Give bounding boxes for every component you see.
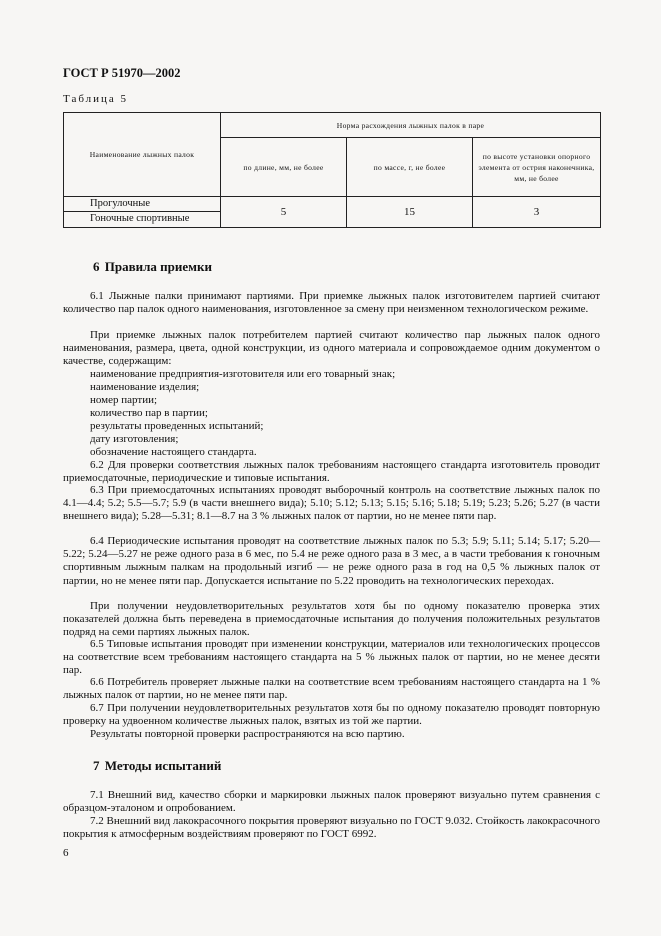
paragraph-6-7-b: Результаты повторной проверки распространяются на всю партию.: [90, 728, 405, 740]
section-6-number: 6: [93, 259, 100, 274]
paragraph-6-4-b: При получении неудовлетворительных результатов хотя бы по одному показателю проверка этих показателей должна быть переведена в приемосдаточные испытания до получения положительных результатов подряд на семи партиях лыжных палок.: [63, 600, 600, 639]
header-group: Норма расхождения лыжных палок в паре: [221, 113, 601, 138]
list-item: наименование изделия;: [90, 381, 200, 393]
table-header-row: [64, 113, 601, 138]
paragraph-7-1: 7.1 Внешний вид, качество сборки и маркировки лыжных палок проверяют визуально путем сравнения с образцом-эталоном и опробованием.: [63, 789, 600, 815]
section-7-heading: Методы испытаний: [104, 758, 222, 773]
list-item: дату изготовления;: [90, 433, 179, 445]
row-name-racing: Гоночные спортивные: [90, 213, 190, 224]
paragraph-6-2: 6.2 Для проверки соответствия лыжных палок требованиям настоящего стандарта изготовитель проводит приемосдаточные, периодические и типовые испытания.: [63, 459, 600, 485]
list-item: результаты проведенных испытаний;: [90, 420, 264, 432]
section-7-title: [91, 758, 221, 774]
header-mass: по массе, г, не более: [347, 138, 473, 197]
row-name-walking: Прогулочные: [90, 198, 151, 209]
section-6-heading: Правила приемки: [104, 259, 212, 274]
header-height: по высоте установки опорного элемента от острия наконечника, мм, не более: [473, 138, 601, 197]
header-name-column: Наименование лыжных палок: [64, 113, 221, 197]
paragraph-6-1-b: При приемке лыжных палок потребителем партией считают количество пар лыжных палок одного наименования, размера, цвета, одной конструкции, из одного материала и сопровождаемое одним документом о качестве, содержащим:: [63, 329, 600, 368]
page-number: 6: [63, 847, 69, 859]
table-5: [63, 112, 601, 228]
list-item: наименование предприятия-изготовителя или его товарный знак;: [90, 368, 396, 380]
table-caption: Таблица 5: [63, 93, 129, 105]
row-names-cell: [64, 197, 221, 228]
paragraph-6-6: 6.6 Потребитель проверяет лыжные палки на соответствие всем требованиям настоящего стандарта на 1 % лыжных палок от партии, но не менее пяти пар.: [63, 676, 600, 702]
paragraph-6-4: 6.4 Периодические испытания проводят на соответствие лыжных палок по 5.3; 5.9; 5.11; 5.14; 5.17; 5.20—5.22; 5.24—5.27 не реже одного раза в 6 мес, по 5.4 не реже одного раза в 3 мес, а в части требования к гоночным спортивным лыжным палкам на продольный изгиб — не реже одного раза в год на 0,5 % лыжных палок от партии, но не менее пяти пар. Допускается испытание по 5.22 проводить на технологических переходах.: [63, 535, 600, 587]
paragraph-6-5: 6.5 Типовые испытания проводят при изменении конструкции, материалов или технологических процессов на соответствие всем требованиям настоящего стандарта на 5 % лыжных палок от партии, но не менее десяти пар.: [63, 638, 600, 677]
section-7-number: 7: [93, 758, 100, 773]
value-mass: 15: [347, 197, 473, 228]
header-length: по длине, мм, не более: [221, 138, 347, 197]
section-6-title: [91, 259, 212, 275]
value-length: 5: [221, 197, 347, 228]
paragraph-6-3: 6.3 При приемосдаточных испытаниях проводят выборочный контроль на соответствие лыжных палок по 4.1—4.4; 5.2; 5.5—5.7; 5.9 (в части внешнего вида); 5.10; 5.12; 5.13; 5.15; 5.16; 5.18; 5.19; 5.23; 5.26; 5.27 (в части внешнего вида); 5.28—5.31; 8.1—8.7 на 3 % лыжных палок от партии, но не менее пяти пар.: [63, 484, 600, 523]
paragraph-7-2: 7.2 Внешний вид лакокрасочного покрытия проверяют визуально по ГОСТ 9.032. Стойкость лакокрасочного покрытия к атмосферным воздействиям проверяют по ГОСТ 6992.: [63, 815, 600, 841]
table-row: [64, 197, 601, 228]
paragraph-6-1: 6.1 Лыжные палки принимают партиями. При приемке лыжных палок изготовителем партией считают количество пар палок одного наименования, изготовленное за смену при неизменном технологическом режиме.: [63, 290, 600, 316]
value-height: 3: [473, 197, 601, 228]
page-header: ГОСТ Р 51970—2002: [63, 66, 181, 80]
paragraph-6-7: 6.7 При получении неудовлетворительных результатов хотя бы по одному показателю проводят повторную проверку на удвоенном количестве лыжных палок, взятых из той же партии.: [63, 702, 600, 728]
list-item: номер партии;: [90, 394, 158, 406]
list-item: обозначение настоящего стандарта.: [90, 446, 257, 458]
list-item: количество пар в партии;: [90, 407, 208, 419]
